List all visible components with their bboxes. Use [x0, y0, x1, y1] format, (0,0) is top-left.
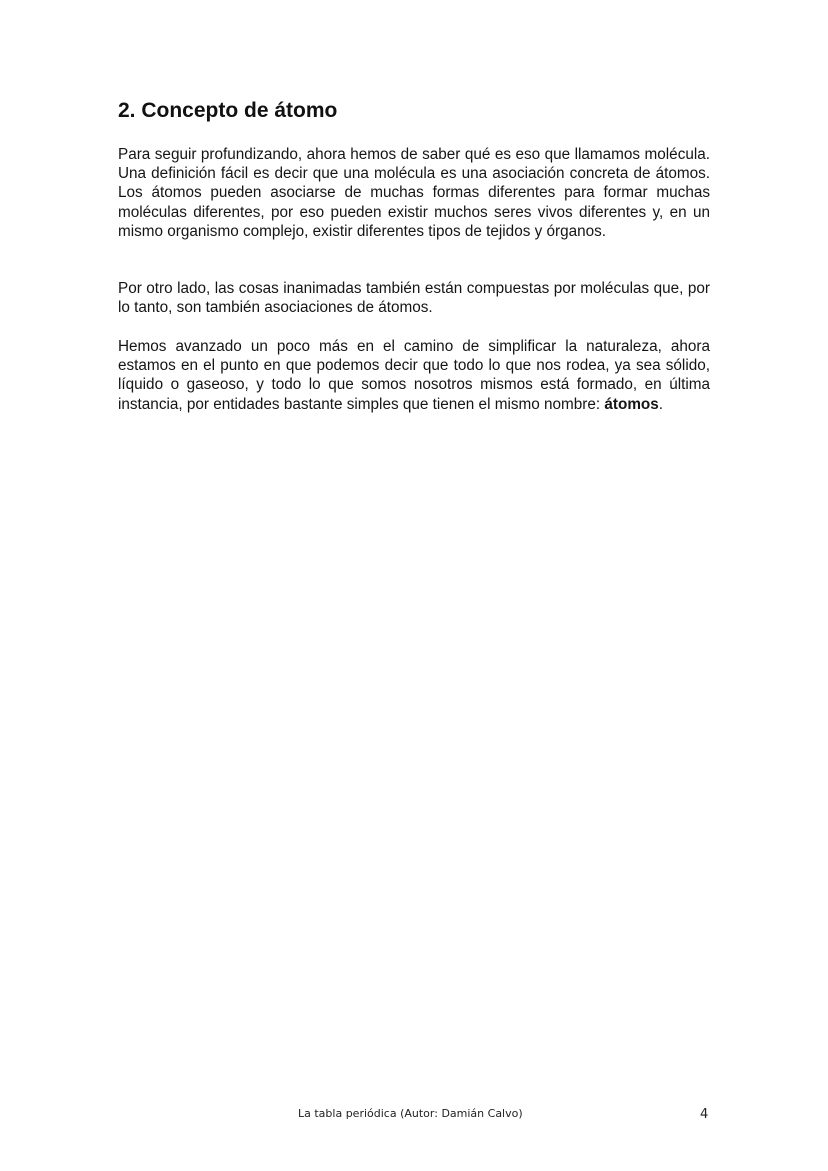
section-heading: 2. Concepto de átomo [118, 99, 338, 122]
page-footer: La tabla periódica (Autor: Damián Calvo) [298, 1107, 523, 1120]
paragraph-atoms-conclusion [118, 337, 710, 414]
paragraph-inanimate-things: Por otro lado, las cosas inanimadas también están compuestas por moléculas que, por lo tanto, son también asociaciones de átomos. [118, 280, 710, 317]
bold-term-atomos: átomos [604, 395, 659, 413]
paragraph-molecule-definition: Para seguir profundizando, ahora hemos de saber qué es eso que llamamos molécula. Una definición fácil es decir que una molécula es una asociación concreta de átomos. Los átomos pueden asociarse de muchas formas diferentes para formar muchas moléculas diferentes, por eso pueden existir muchos seres vivos diferentes y, en un mismo organismo complejo, existir diferentes tipos de tejidos y órganos. [118, 146, 710, 240]
page-number: 4 [700, 1107, 709, 1122]
paragraph-ending: . [658, 395, 664, 413]
paragraph-text: Hemos avanzado un poco más en el camino de simplificar la naturaleza, ahora estamos en el punto en que podemos decir que todo lo que nos rodea, ya sea sólido, líquido o gaseoso, y todo lo que somos nosotros mismos está formado, en última instancia, por entidades bastante simples que tienen el mismo nombre: [118, 338, 710, 413]
